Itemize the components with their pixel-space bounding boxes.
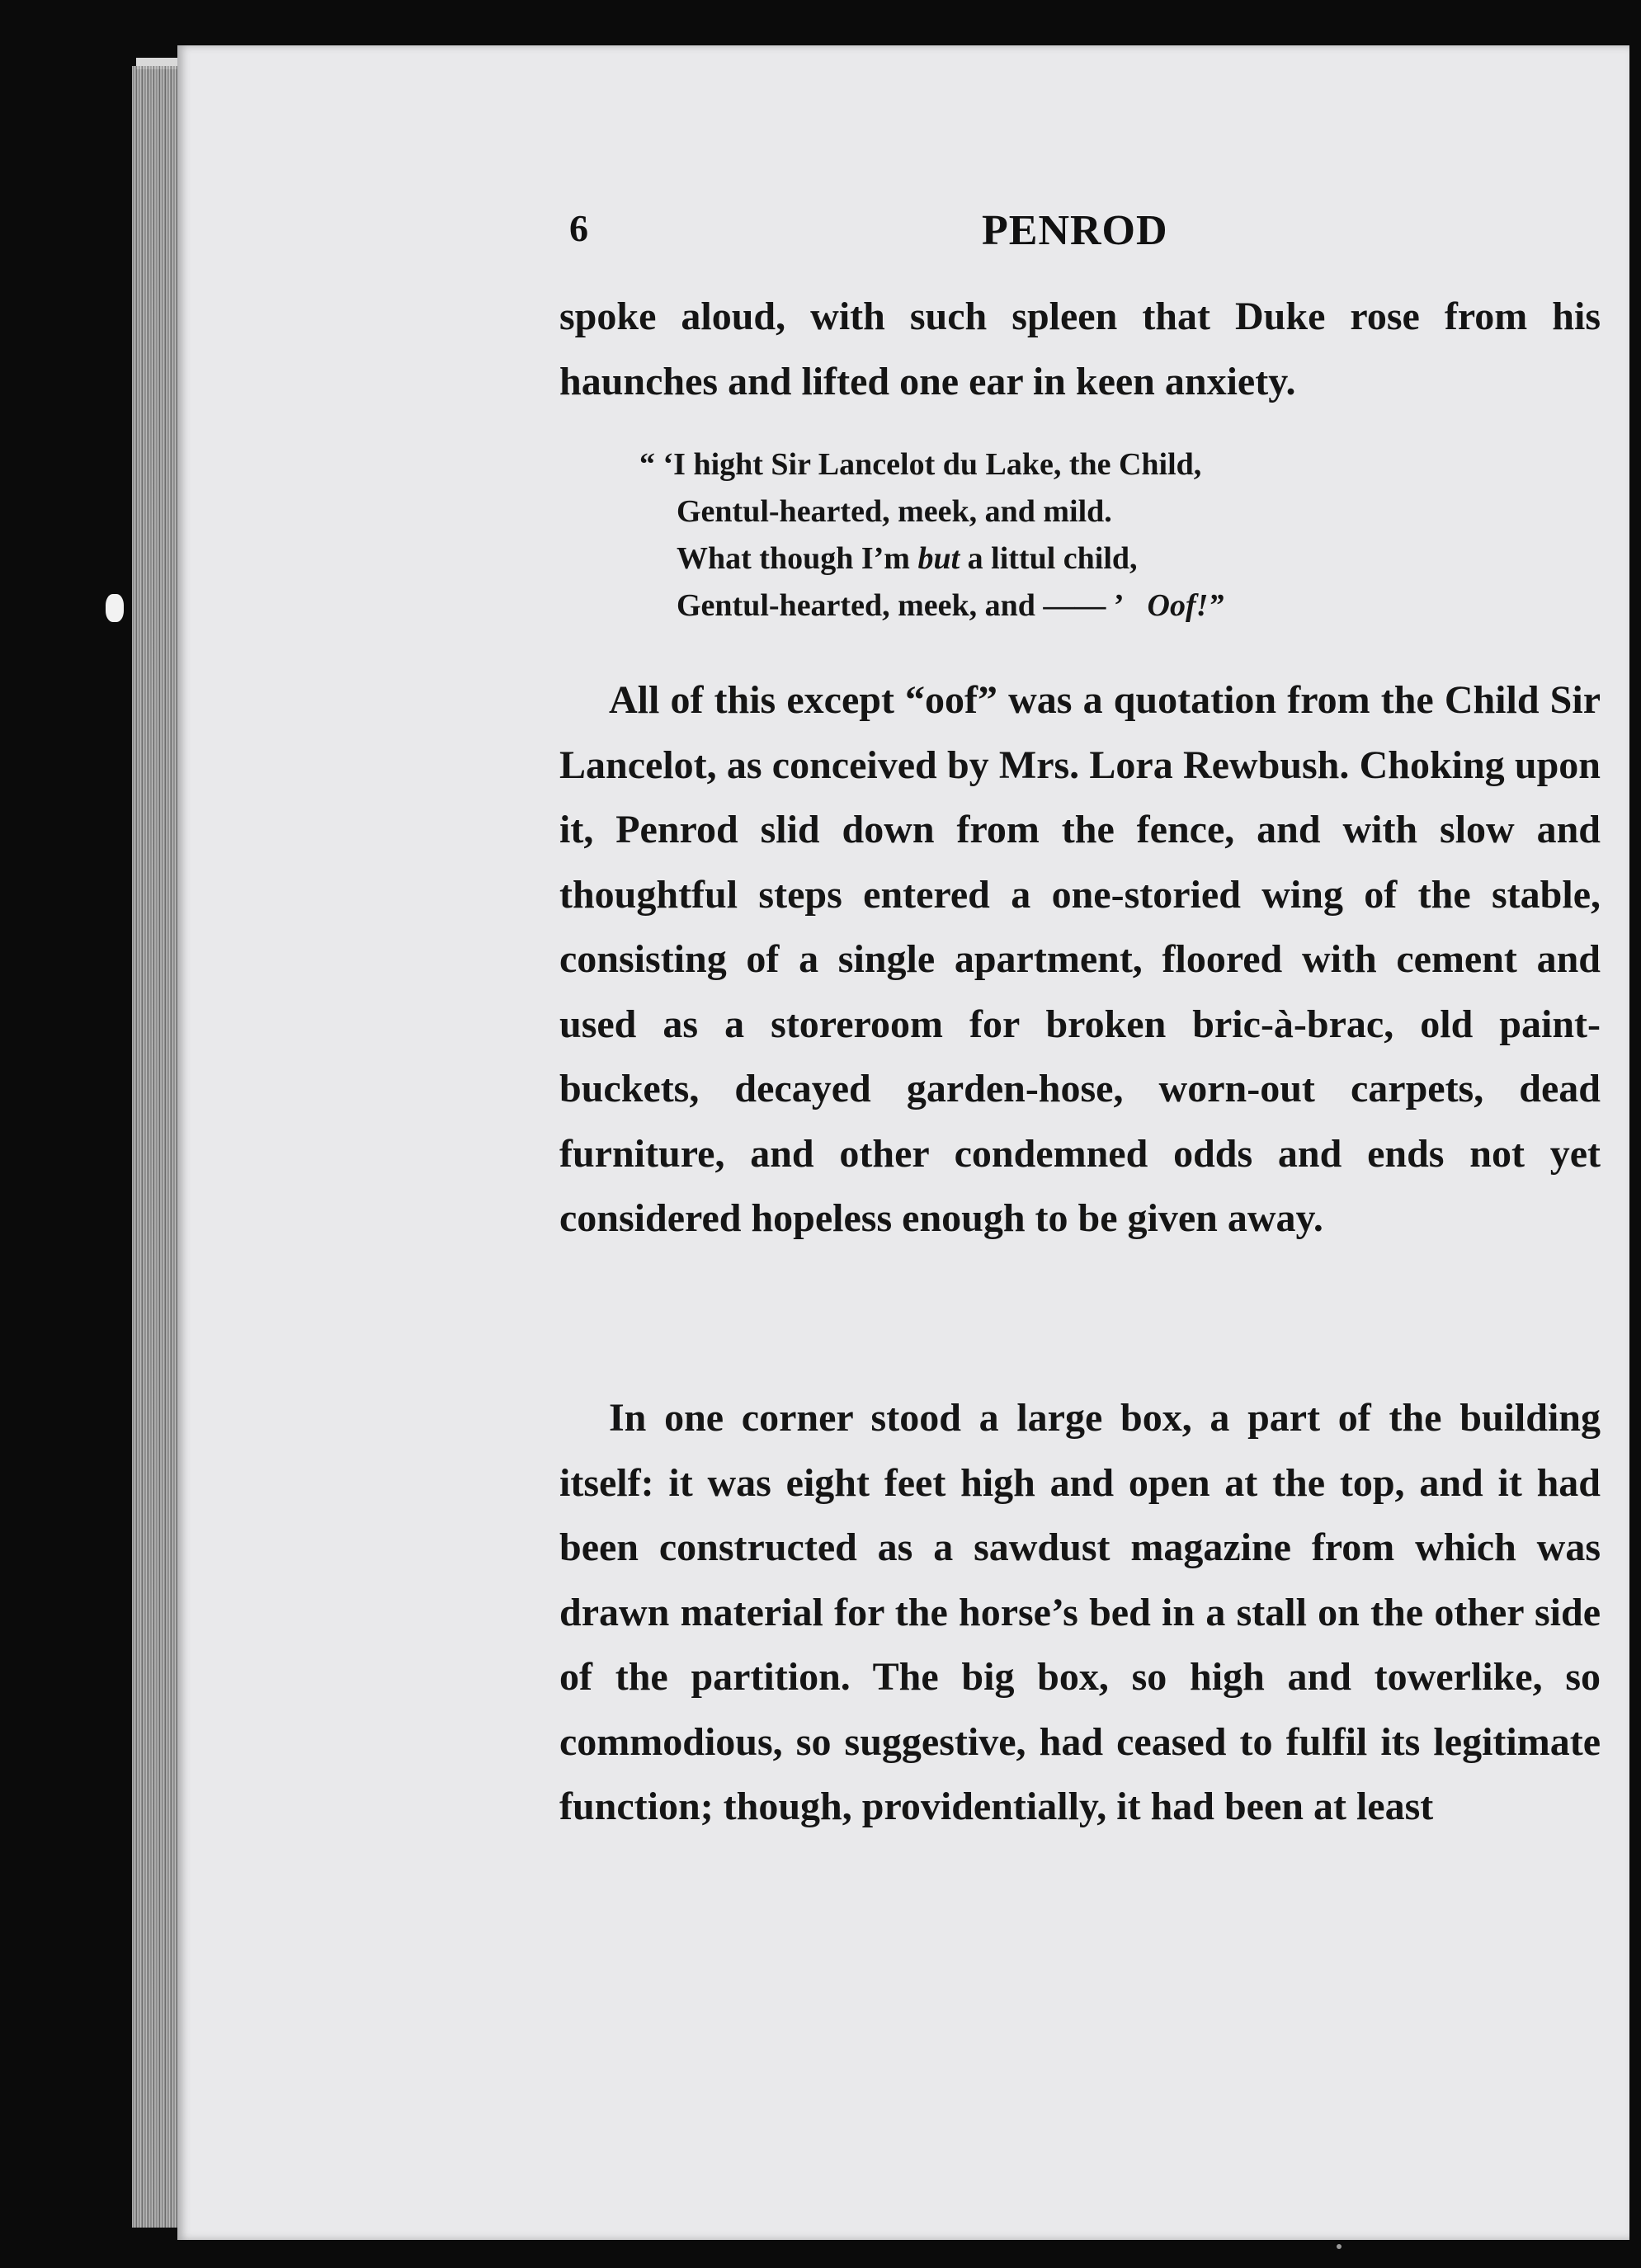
verse-line-4 (677, 582, 1502, 629)
paragraph-2: All of this except “oof” was a quotation from the Child Sir Lancelot, as conceived by Mrs. Lora Rewbush. Choking upon it, Penrod slid down from the fence, and with slow and thoughtful steps entered a one-storied wing of the stable, consisting of a single apartment, floored with cement and used as a storeroom for broken bric-à-brac, old paint-buckets, decayed garden-hose, worn-out carpets, dead furniture, and other condemned odds and ends not yet considered hopeless enough to be given away. (559, 678, 1601, 1240)
running-header (569, 206, 1601, 264)
paragraph-3: In one corner stood a large box, a part of the building itself: it was eight feet high and open at the top, and it had been constructed as a sawdust magazine from which was drawn material for the horse’s bed in a stall on the other side of the partition. The big box, so high and towerlike, so commodious, so suggestive, had ceased to fulfil its legitimate function; though, providentially, it had been at least (559, 1396, 1601, 1828)
scan-artifact (106, 594, 124, 622)
page-number: 6 (569, 207, 588, 249)
verse-line-3-end: a littul child, (960, 541, 1138, 576)
verse-line-3-emphasis: but (917, 541, 960, 576)
verse-line-4-text: Gentul-hearted, meek, and —— ’ (677, 588, 1125, 623)
verse-quotation (639, 441, 1502, 629)
paragraph-1: spoke aloud, with such spleen that Duke rose from his haunches and lifted one ear in keen anxiety. (559, 295, 1601, 403)
running-title: PENROD (982, 207, 1168, 254)
verse-line-3-start: What though I’m (677, 541, 918, 576)
verse-line-2: Gentul-hearted, meek, and mild. (677, 494, 1112, 529)
verse-line-3 (677, 535, 1502, 582)
verse-oof: Oof!” (1147, 588, 1224, 623)
verse-line-1: “ ‘I hight Sir Lancelot du Lake, the Child, (639, 447, 1202, 482)
scan-artifact (1337, 2244, 1342, 2249)
